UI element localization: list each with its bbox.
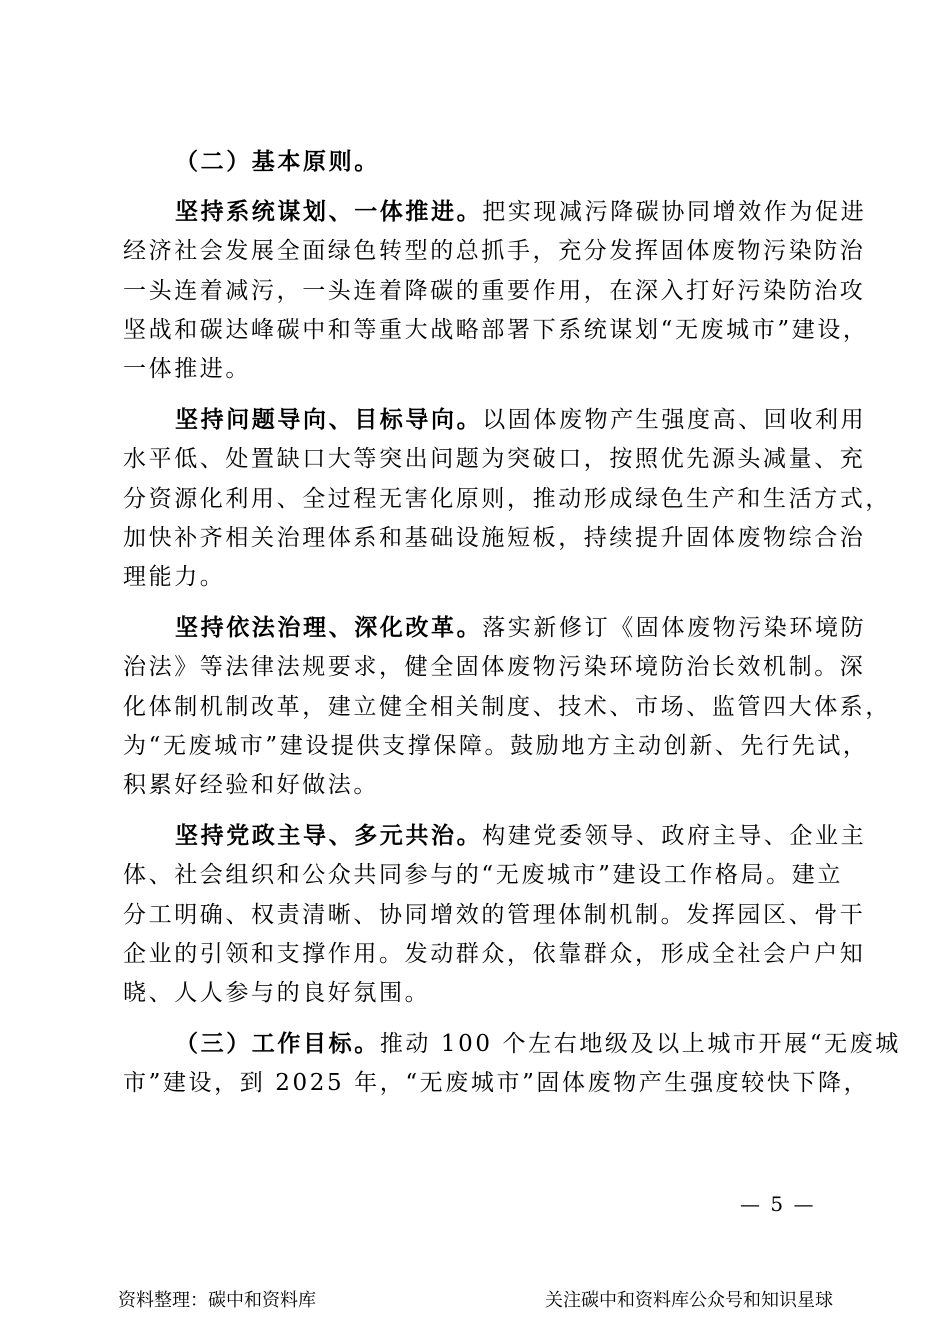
paragraph-line: 一头连着减污，一头连着降碳的重要作用，在深入打好污染防治攻 — [123, 277, 866, 304]
paragraph-line: 坚战和碳达峰碳中和等重大战略部署下系统谋划“无废城市”建设， — [123, 316, 869, 343]
paragraph-line: 推动 100 个左右地级及以上城市开展“无废城 — [379, 1031, 901, 1058]
footer-right-text: 关注碳中和资料库公众号和知识星球 — [545, 1290, 833, 1311]
paragraph-line: 理能力。 — [123, 564, 226, 591]
paragraph-line: 企业的引领和支撑作用。发动群众，依靠群众，形成全社会户户知 — [123, 940, 866, 967]
paragraph-line: 分工明确、权责清晰、协同增效的管理体制机制。发挥园区、骨干 — [123, 901, 866, 928]
paragraph-line: 把实现减污降碳协同增效作为促进 — [482, 199, 867, 226]
paragraph-line: 以固体废物产生强度高、回收利用 — [482, 407, 867, 434]
section-heading — [123, 142, 830, 181]
paragraph-line: 晓、人人参与的良好氛围。 — [123, 980, 431, 1007]
goal-title: （三）工作目标。 — [175, 1030, 380, 1058]
document-body — [123, 142, 901, 1104]
principle-paragraph-4 — [123, 816, 867, 1013]
paragraph-line: 治法》等法律法规要求，健全固体废物污染环境防治长效机制。深 — [123, 654, 866, 681]
paragraph-line: 加快补齐相关治理体系和基础设施短板，持续提升固体废物综合治 — [123, 524, 866, 551]
paragraph-line: 分资源化利用、全过程无害化原则，推动形成绿色生产和生活方式， — [123, 485, 891, 512]
principle-title: 坚持系统谋划、一体推进。 — [175, 198, 483, 226]
paragraph-line: 市”建设，到 2025 年，“无废城市”固体废物产生强度较快下降， — [123, 1070, 870, 1097]
paragraph-line: 积累好经验和好做法。 — [123, 772, 379, 799]
paragraph-line: 落实新修订《固体废物污染环境防 — [482, 615, 867, 642]
paragraph-line: 化体制机制改革，建立健全相关制度、技术、市场、监管四大体系， — [123, 693, 891, 720]
principle-title: 坚持依法治理、深化改革。 — [175, 614, 483, 642]
footer-left-text: 资料整理：碳中和资料库 — [118, 1290, 316, 1311]
principle-paragraph-2 — [123, 400, 891, 597]
page-number: — 5 — — [740, 1192, 816, 1216]
paragraph-line: 经济社会发展全面绿色转型的总抓手，充分发挥固体废物污染防治 — [123, 238, 866, 265]
principle-title: 坚持问题导向、目标导向。 — [175, 406, 483, 434]
paragraph-line: 构建党委领导、政府主导、企业主 — [482, 823, 867, 850]
paragraph-line: 体、社会组织和公众共同参与的“无废城市”建设工作格局。建立 — [123, 862, 843, 889]
paragraph-line: 水平低、处置缺口大等突出问题为突破口，按照优先源头减量、充 — [123, 446, 866, 473]
goal-paragraph — [123, 1024, 901, 1103]
paragraph-line: 为“无废城市”建设提供支撑保障。鼓励地方主动创新、先行先试， — [123, 732, 869, 759]
principle-title: 坚持党政主导、多元共治。 — [175, 822, 483, 850]
heading-text: （二）基本原则。 — [175, 148, 380, 175]
paragraph-line: 一体推进。 — [123, 356, 251, 383]
principle-paragraph-3 — [123, 608, 891, 805]
principle-paragraph-1 — [123, 192, 869, 389]
